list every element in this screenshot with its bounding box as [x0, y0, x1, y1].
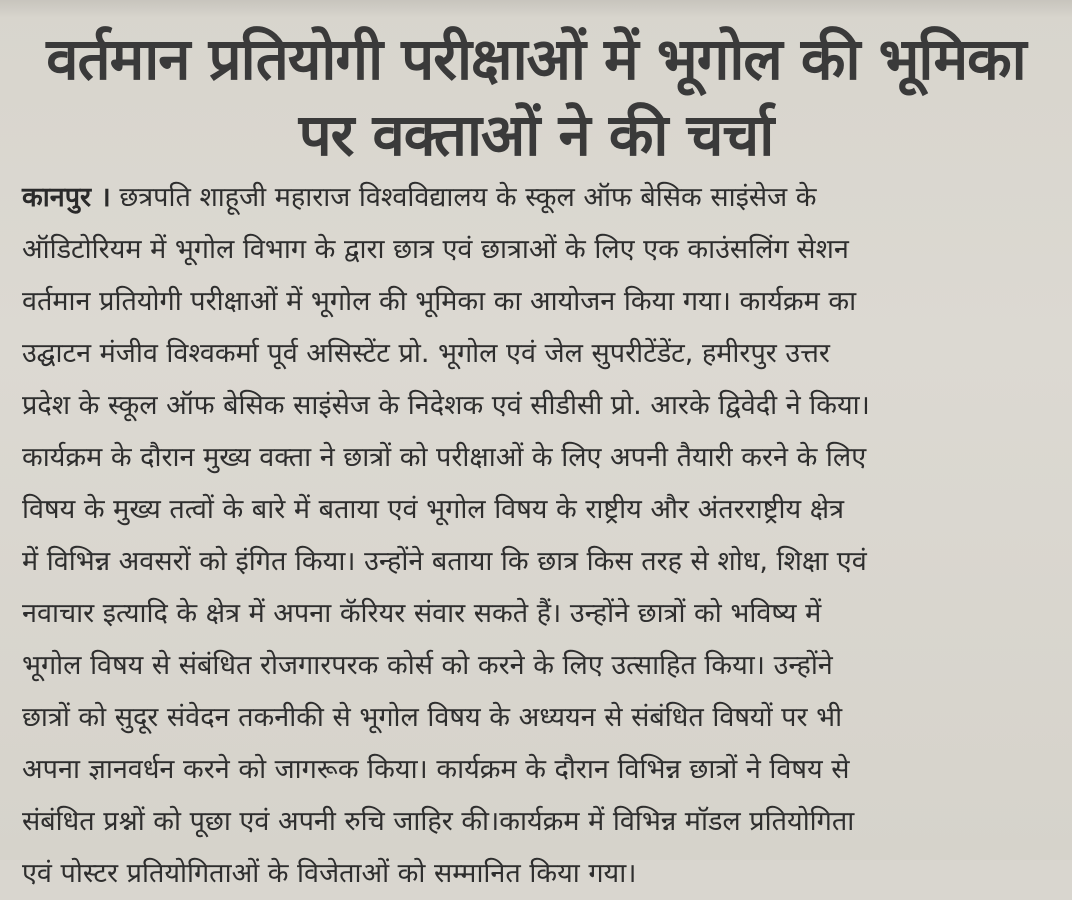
body-line-12: अपना ज्ञानवर्धन करने को जागरूक किया। कार्यक्रम के दौरान विभिन्न छात्रों ने विषय से	[22, 754, 850, 785]
body-line-8: में विभिन्न अवसरों को इंगित किया। उन्होंने बताया कि छात्र किस तरह से शोध, शिक्षा एवं	[22, 546, 867, 577]
body-line-7: विषय के मुख्य तत्वों के बारे में बताया एवं भूगोल विषय के राष्ट्रीय और अंतरराष्ट्रीय क्षेत्र	[22, 494, 845, 525]
body-line-10: भूगोल विषय से संबंधित रोजगारपरक कोर्स को करने के लिए उत्साहित किया। उन्होंने	[22, 650, 833, 681]
body-line-14: एवं पोस्टर प्रतियोगिताओं के विजेताओं को सम्मानित किया गया।	[22, 858, 637, 889]
body-line-4: उद्घाटन मंजीव विश्वकर्मा पूर्व असिस्टेंट प्रो. भूगोल एवं जेल सुपरीटेंडेंट, हमीरपुर उत्तर	[22, 338, 830, 369]
article-body	[22, 172, 1062, 900]
body-line-5: प्रदेश के स्कूल ऑफ बेसिक साइंसेज के निदेशक एवं सीडीसी प्रो. आरके द्विवेदी ने किया।	[22, 390, 870, 421]
fold-shadow	[0, 0, 1072, 18]
body-line-1	[22, 172, 1062, 224]
dateline: कानपुर ।	[22, 182, 111, 213]
body-line-2: ऑडिटोरियम में भूगोल विभाग के द्वारा छात्र एवं छात्राओं के लिए एक काउंसलिंग सेशन	[22, 234, 849, 265]
body-line-3: वर्तमान प्रतियोगी परीक्षाओं में भूगोल की भूमिका का आयोजन किया गया। कार्यक्रम का	[22, 286, 857, 317]
headline-line-1: वर्तमान प्रतियोगी परीक्षाओं में भूगोल की भूमिका	[46, 25, 1026, 93]
body-line-1-text: छत्रपति शाहूजी महाराज विश्वविद्यालय के स्कूल ऑफ बेसिक साइंसेज के	[110, 182, 817, 213]
body-line-13: संबंधित प्रश्नों को पूछा एवं अपनी रुचि जाहिर की।कार्यक्रम में विभिन्न मॉडल प्रतियोगिता	[22, 806, 855, 837]
headline-line-2: पर वक्ताओं ने की चर्चा	[298, 101, 774, 169]
body-line-9: नवाचार इत्यादि के क्षेत्र में अपना कॅरियर संवार सकते हैं। उन्होंने छात्रों को भविष्य में	[22, 598, 822, 629]
body-line-6: कार्यक्रम के दौरान मुख्य वक्ता ने छात्रों को परीक्षाओं के लिए अपनी तैयारी करने के लिए	[22, 442, 867, 473]
body-line-11: छात्रों को सुदूर संवेदन तकनीकी से भूगोल विषय के अध्ययन से संबंधित विषयों पर भी	[22, 702, 843, 733]
